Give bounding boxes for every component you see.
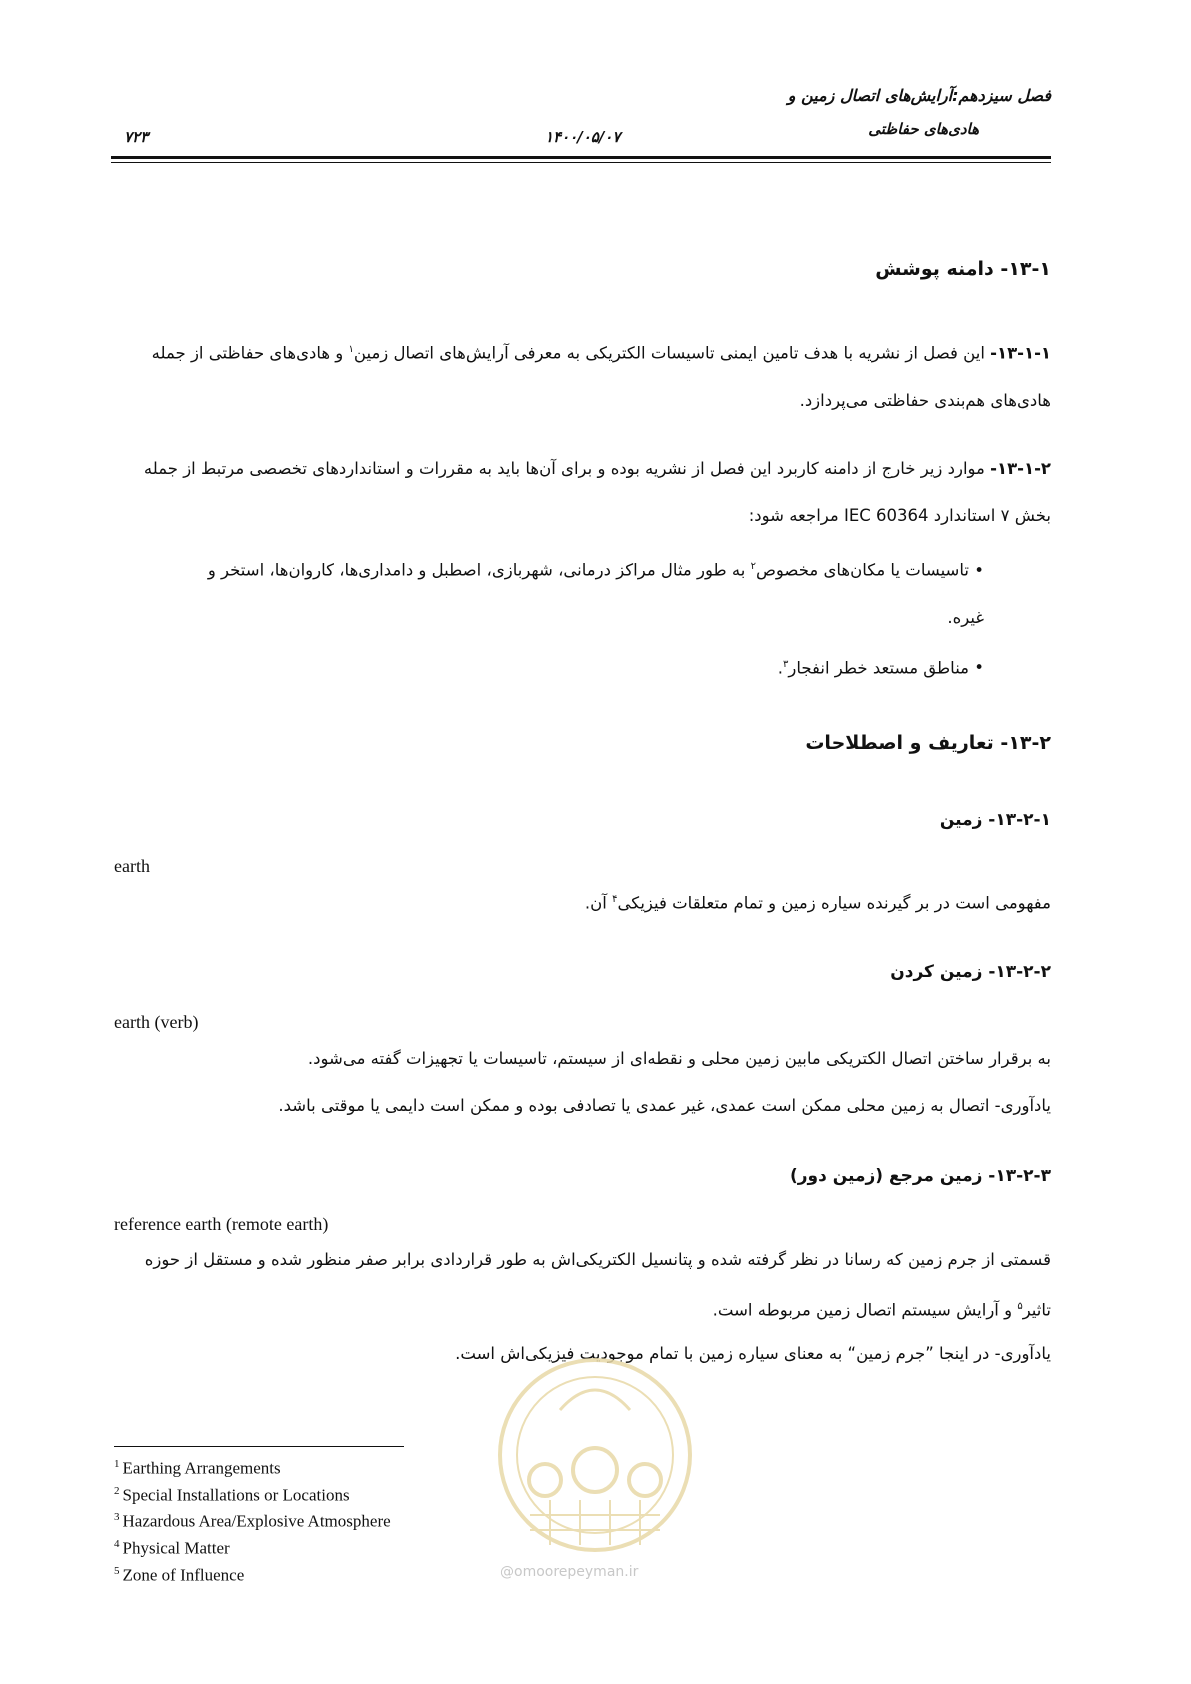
paragraph-text: این فصل از نشریه با هدف تامین ایمنی تاسیسات الکتریکی به معرفی آرایش‌های اتصال زمین: [353, 343, 991, 363]
chapter-subtitle: هادی‌های حفاظتی: [868, 120, 979, 138]
footnote-item: $^1$ Earthing Arrangements: [114, 1458, 281, 1478]
footnote-ref: ۵: [1017, 1301, 1023, 1312]
header-rule-thin: [111, 162, 1051, 163]
footnote-item: $^2$ Special Installations or Locations: [114, 1484, 350, 1505]
seal-logo-icon: [490, 1350, 700, 1560]
header-rule: [111, 156, 1051, 159]
footnote-ref: ۲: [750, 561, 756, 572]
footnote-ref: ۳: [783, 658, 789, 670]
watermark-url: @omoorepeyman.ir: [500, 1564, 639, 1580]
paragraph-text: موارد زیر خارج از دامنه کاربرد این فصل از نشریه بوده و برای آن‌ها باید به مقررات و استانداردهای تخصصی مرتبط از جمله بخش ۷ استاندارد IEC 60364 مراجعه شود:: [143, 459, 1051, 525]
subsection-heading-earthing: ۱۳-۲-۲- زمین کردن: [890, 962, 1051, 982]
chapter-title: فصل سیزدهم:آرایش‌های اتصال زمین و: [787, 86, 1051, 105]
subsection-heading-reference-earth: ۱۳-۲-۳- زمین مرجع (زمین دور): [789, 1166, 1051, 1186]
note-earthing: یادآوری- اتصال به زمین محلی ممکن است عمدی، غیر عمدی یا تصادفی بوده و ممکن است دایمی یا موقتی باشد.: [278, 1096, 1051, 1115]
definition-earth: مفهومی است در بر گیرنده سیاره زمین و تمام متعلقات فیزیکی$^۴$ آن.: [584, 893, 1051, 913]
section-heading-scope: ۱۳-۱- دامنه پوشش: [875, 258, 1051, 280]
paragraph-13-1-2: [112, 445, 1051, 539]
footnote-item: $^4$ Physical Matter: [114, 1537, 230, 1558]
footnotes: [114, 1453, 391, 1586]
definition-earthing: به برقرار ساختن اتصال الکتریکی مابین زمین محلی و نقطه‌ای از سیستم، تاسیسات یا تجهیزات گفته می‌شود.: [307, 1049, 1051, 1068]
list-item: • تاسیسات یا مکان‌های مخصوص$^۲$ به طور مثال مراکز درمانی، شهربازی، اصطبل و دامداری‌ها، کاروان‌ها، استخر و غیره.: [200, 543, 984, 641]
footnote-ref: ۴: [612, 894, 618, 905]
subsection-heading-earth: ۱۳-۲-۱- زمین: [939, 810, 1051, 830]
paragraph-number: ۱۳-۱-۱-: [990, 343, 1051, 363]
list-item: • مناطق مستعد خطر انفجار$^۳$.: [200, 641, 984, 692]
english-term: earth: [114, 856, 150, 876]
english-term: earth (verb): [114, 1012, 199, 1032]
footnote-ref: ۱: [348, 344, 354, 355]
exclusion-list: [200, 543, 984, 691]
definition-reference-earth: قسمتی از جرم زمین که رسانا در نظر گرفته شده و پتانسیل الکتریکی‌اش به طور قراردادی برابر صفر منظور شده و مستقل از حوزه تاثیر$^۵$ و آرایش سیستم اتصال زمین مربوطه است.: [144, 1250, 1051, 1320]
english-term: reference earth (remote earth): [114, 1214, 329, 1234]
section-heading-definitions: ۱۳-۲- تعاریف و اصطلاحات: [805, 732, 1051, 754]
header-date: ۱۴۰۰/۰۵/۰۷: [545, 128, 621, 146]
footnote-item: $^3$ Hazardous Area/Explosive Atmosphere: [114, 1511, 391, 1531]
footnote-divider: [114, 1446, 404, 1447]
page-number: ۷۲۳: [124, 128, 149, 146]
footnote-item: $^5$ Zone of Influence: [114, 1564, 245, 1585]
note-reference-earth: یادآوری- در اینجا ”جرم زمین“ به معنای سیاره زمین با تمام موجودیت فیزیکی‌اش است.: [455, 1344, 1051, 1363]
paragraph-text: و هادی‌های حفاظتی از جمله هادی‌های هم‌بندی حفاظتی می‌پردازد.: [151, 343, 1051, 410]
paragraph-number: ۱۳-۱-۲-: [990, 459, 1051, 478]
paragraph-13-1-1: [112, 326, 1051, 424]
